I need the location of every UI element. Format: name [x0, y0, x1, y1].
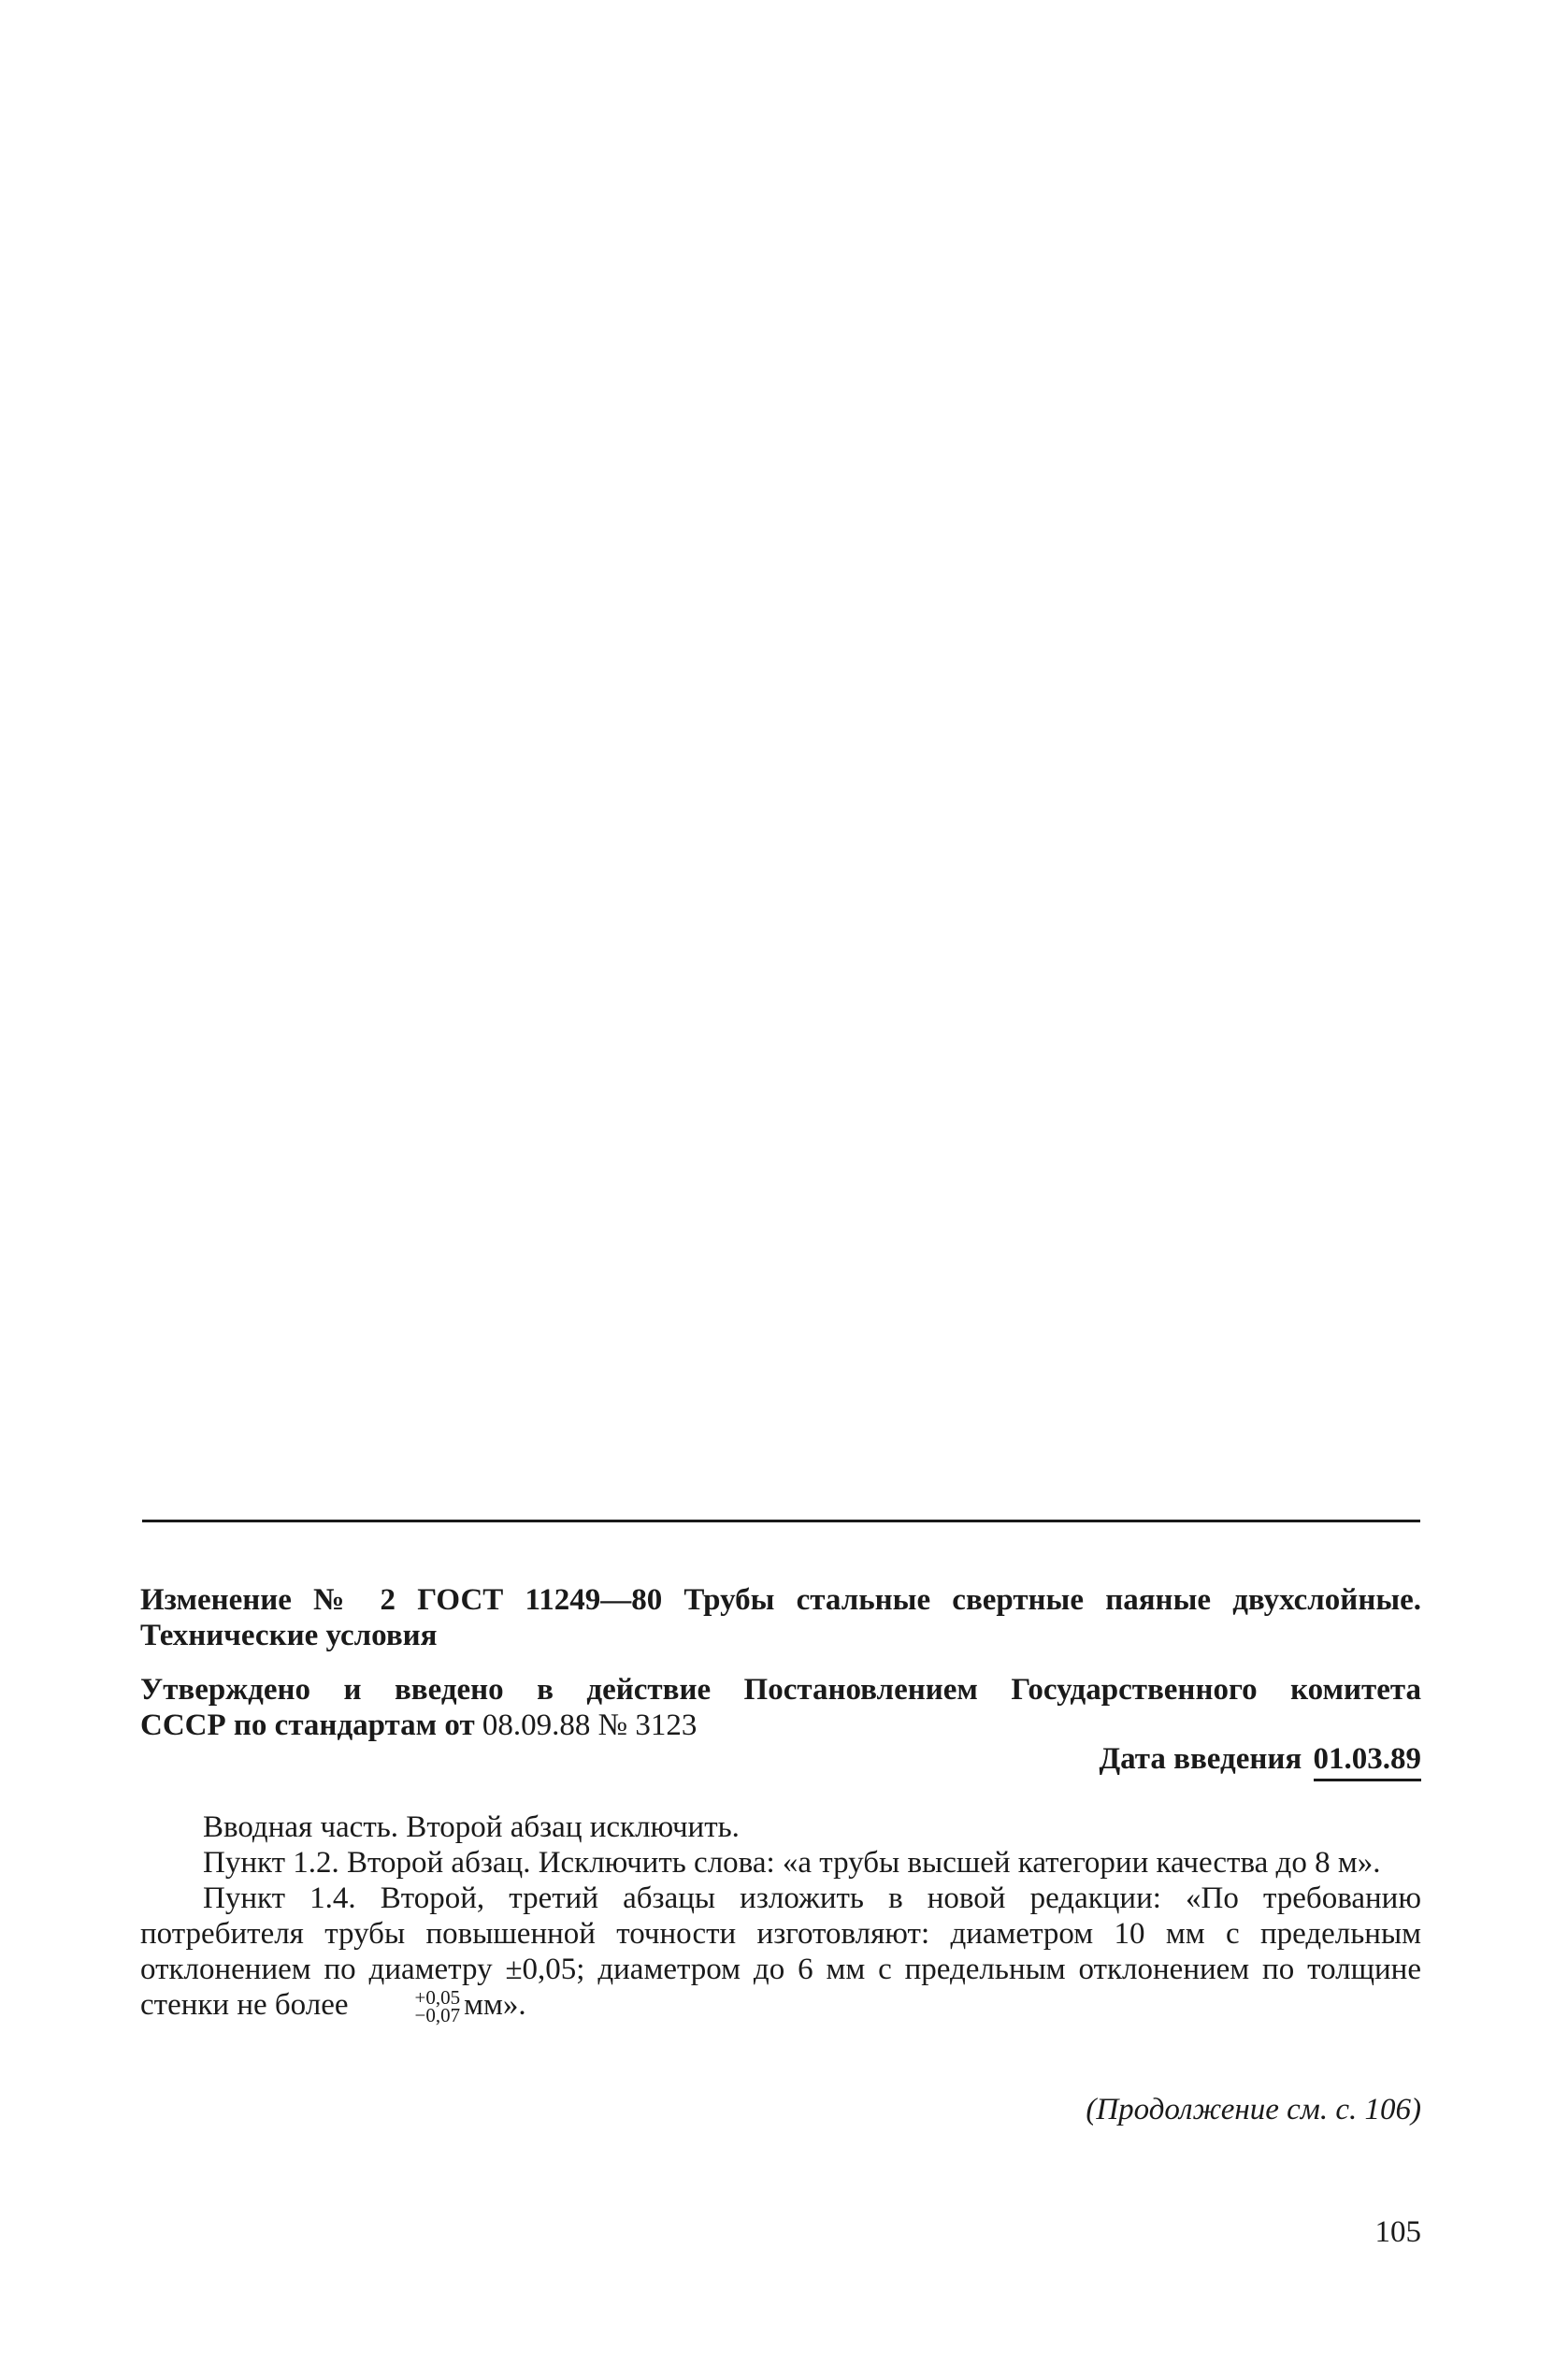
approval-line-2 [140, 1708, 697, 1742]
date-value: 01.03.89 [1314, 1741, 1422, 1781]
page-number: 105 [1374, 2215, 1421, 2249]
continuation-note: (Продолжение см. с. 106) [1086, 2093, 1421, 2126]
tolerance-fraction [352, 1986, 461, 2026]
paragraph-item-1-4 [140, 1881, 1421, 2025]
tolerance-lower: −0,07 [414, 2004, 461, 2026]
date-label: Дата введения [1099, 1742, 1302, 1776]
approval-date-number: 08.09.88 № 3123 [482, 1708, 698, 1742]
paragraph-intro: Вводная часть. Второй абзац исключить. [203, 1810, 740, 1844]
introduction-date [1099, 1741, 1421, 1781]
approval-statement [140, 1672, 1421, 1743]
approval-line-2-bold: СССР по стандартам от [140, 1708, 482, 1742]
paragraph-item-1-2: Пункт 1.2. Второй абзац. Исключить слова: «а трубы высшей категории качества до 8 м». [203, 1846, 1381, 1880]
paragraph-item-1-4-end: мм». [464, 1988, 526, 2022]
separator-rule [142, 1520, 1420, 1522]
paragraph-item-1-4-text: Пункт 1.4. Второй, третий абзацы изложить в новой редакции: «По требованию потребителя трубы повышенной точности изготовляют: диаметром 10 мм с предельным отклонением по диаметру ±0,05; диаметром до 6 мм с предельным отклонением по толщине стенки не более [140, 1881, 1421, 2022]
tolerance-upper: +0,05 [414, 1986, 461, 2009]
approval-line-1: Утверждено и введено в действие Постановлением Государственного комитета [140, 1673, 1421, 1707]
amendment-title: Изменение № 2 ГОСТ 11249—80 Трубы стальные свертные паяные двухслойные. Технические условия [140, 1583, 1421, 1652]
amendment-body [140, 1809, 1421, 2025]
